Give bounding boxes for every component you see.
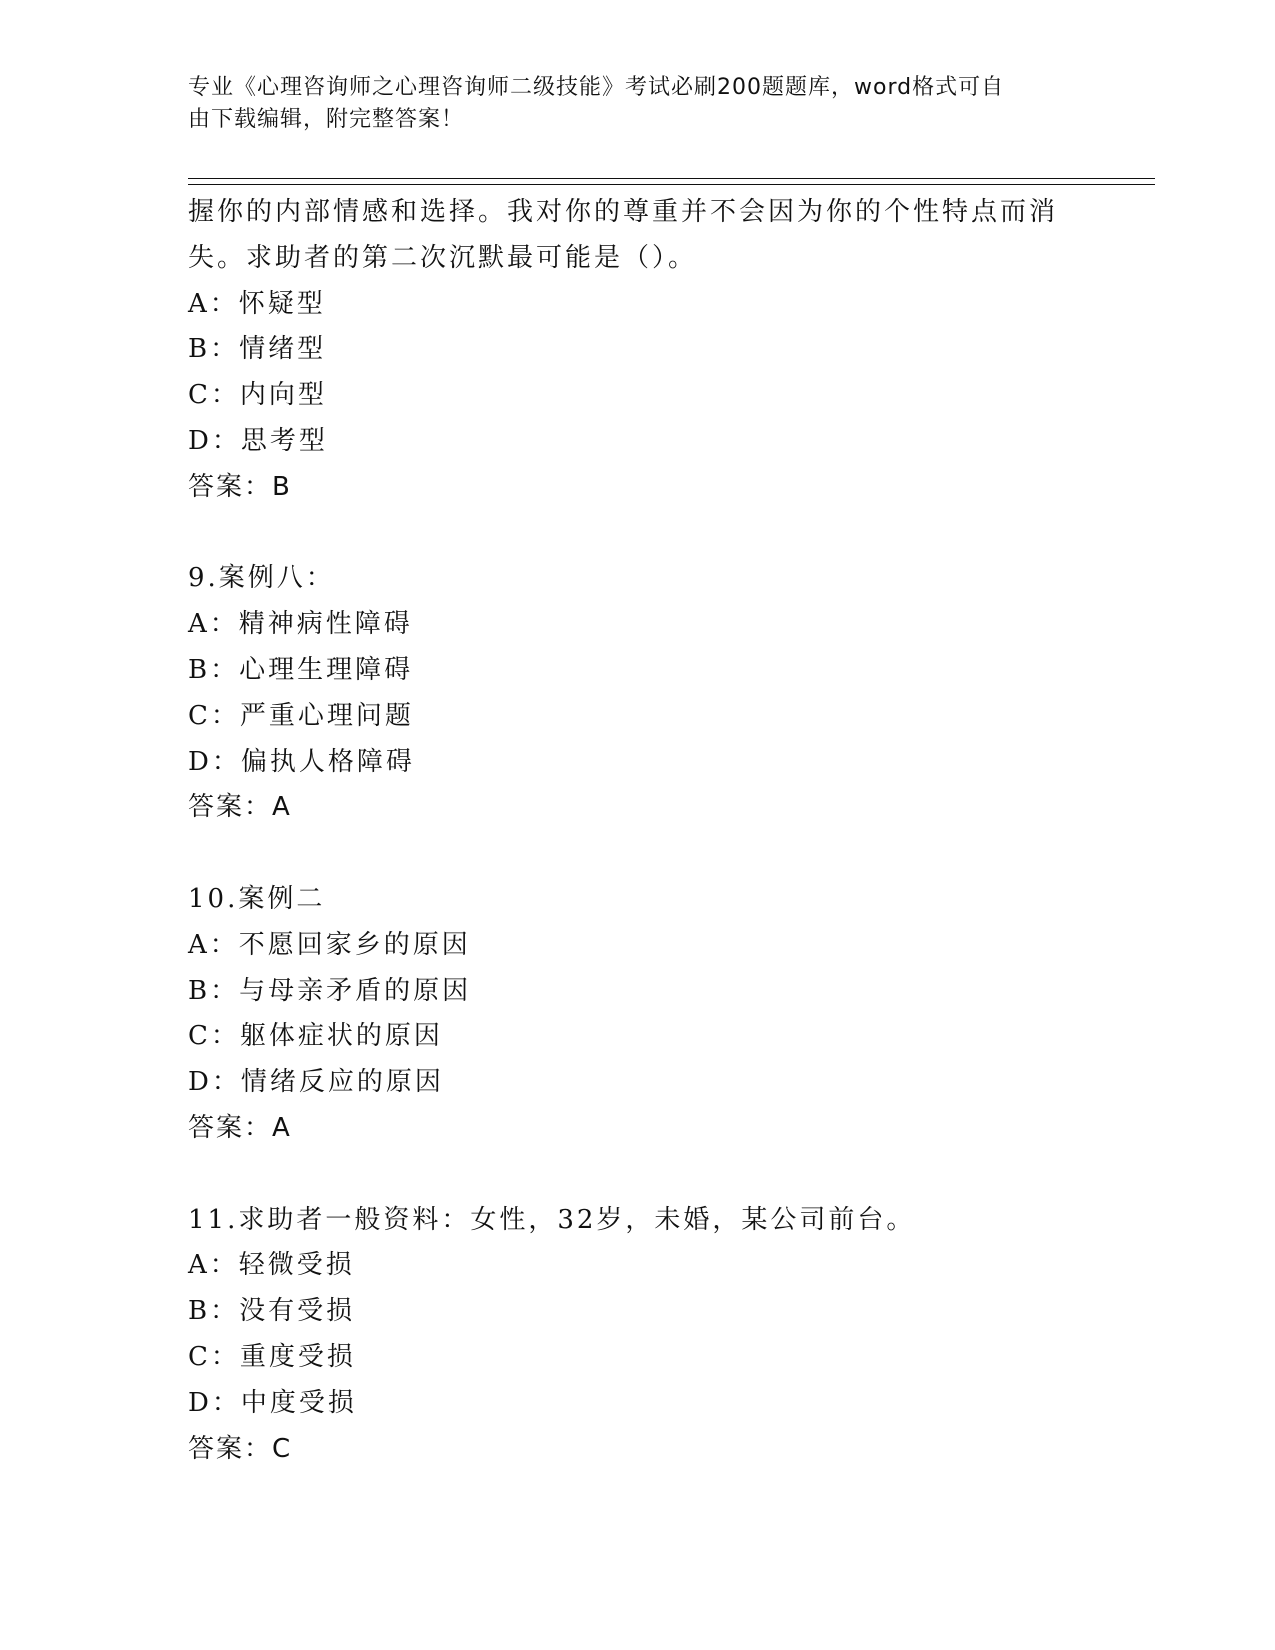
question-8-stem-line-1: 握你的内部情感和选择。我对你的尊重并不会因为你的个性特点而消 — [188, 197, 1059, 227]
question-11-option-b: B：没有受损 — [188, 1296, 356, 1327]
spacer — [188, 511, 1088, 557]
question-8-option-a: A：怀疑型 — [188, 288, 326, 319]
question-8-answer: 答案：B — [188, 471, 292, 502]
spacer — [188, 831, 1088, 877]
question-8-option-b: B：情绪型 — [188, 334, 327, 365]
question-8-option-c: C：内向型 — [188, 380, 327, 411]
header-divider-bottom — [188, 184, 1155, 185]
question-10-option-a: A：不愿回家乡的原因 — [188, 929, 471, 960]
question-11-answer: 答案：C — [188, 1433, 293, 1464]
question-11-option-c: C：重度受损 — [188, 1341, 356, 1372]
spacer — [188, 1152, 1088, 1198]
document-header — [188, 72, 1068, 136]
question-10-answer: 答案：A — [188, 1112, 292, 1143]
question-9-option-a: A：精神病性障碍 — [188, 609, 413, 640]
question-10-option-b: B：与母亲矛盾的原因 — [188, 975, 472, 1006]
question-content — [188, 190, 1088, 1472]
question-9-option-d: D：偏执人格障碍 — [188, 746, 415, 777]
question-10-option-c: C：躯体症状的原因 — [188, 1021, 443, 1052]
header-line-1: 专业《心理咨询师之心理咨询师二级技能》考试必刷200题题库，word格式可自 — [188, 75, 1005, 100]
question-9-option-b: B：心理生理障碍 — [188, 654, 414, 685]
question-9-option-c: C：严重心理问题 — [188, 700, 414, 731]
question-9-stem: 9.案例八： — [188, 563, 335, 594]
header-divider-top — [188, 178, 1155, 179]
question-8-stem-line-2: 失。求助者的第二次沉默最可能是（）。 — [188, 242, 698, 273]
header-line-2: 由下载编辑，附完整答案！ — [188, 107, 465, 132]
question-11-option-a: A：轻微受损 — [188, 1250, 355, 1281]
question-9-answer: 答案：A — [188, 792, 292, 823]
question-10-option-d: D：情绪反应的原因 — [188, 1067, 444, 1098]
question-11-stem: 11.求助者一般资料：女性，32岁，未婚，某公司前台。 — [188, 1204, 916, 1235]
question-10-stem: 10.案例二 — [188, 883, 326, 914]
question-8-option-d: D：思考型 — [188, 425, 328, 456]
question-11-option-d: D：中度受损 — [188, 1387, 357, 1418]
